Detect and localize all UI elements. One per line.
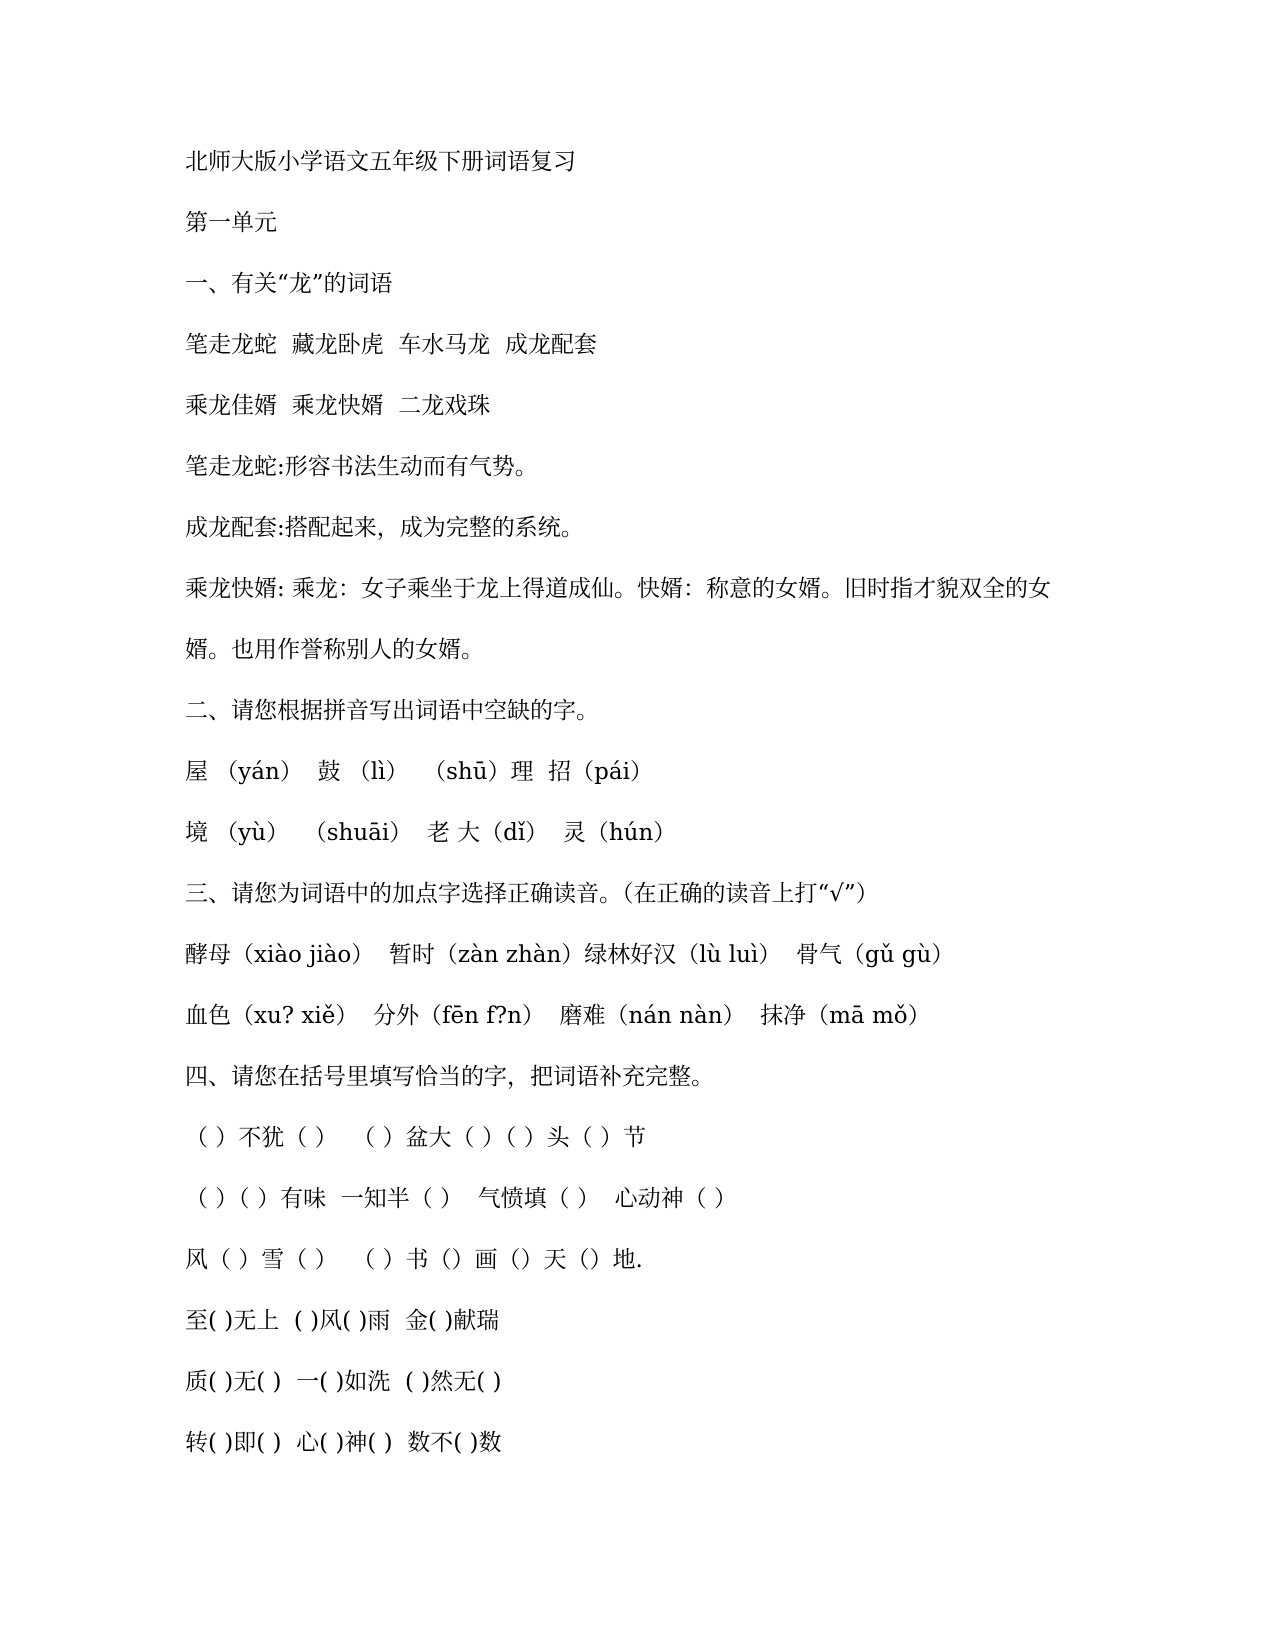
pronunciation-exercise-line: 酵母（xiào jiào） 暂时（zàn zhàn）绿林好汉（lù luì） 骨气（gǔ gù） bbox=[185, 942, 955, 968]
fill-blank-line: 质( )无( ) 一( )如洗 ( )然无( ) bbox=[185, 1369, 502, 1395]
section-heading-2: 二、请您根据拼音写出词语中空缺的字。 bbox=[185, 698, 599, 724]
pronunciation-exercise-line: 血色（xu? xiě） 分外（fēn f?n） 磨难（nán nàn） 抹净（mā mǒ） bbox=[185, 1003, 931, 1029]
fill-blank-line: 转( )即( ) 心( )神( ) 数不( )数 bbox=[185, 1430, 502, 1456]
section-heading-3: 三、请您为词语中的加点字选择正确读音。（在正确的读音上打“√”） bbox=[185, 881, 879, 907]
definition-line: 婿。也用作誉称别人的女婿。 bbox=[185, 637, 484, 663]
pinyin-exercise-line: 屋 （yán） 鼓 （lì） （shū）理 招（pái） bbox=[185, 759, 653, 785]
fill-blank-line: 风（ ）雪（ ） （ ）书（）画（）天（）地. bbox=[185, 1247, 643, 1273]
document-title: 北师大版小学语文五年级下册词语复习 bbox=[185, 149, 576, 175]
definition-line: 乘龙快婿: 乘龙：女子乘坐于龙上得道成仙。快婿：称意的女婿。旧时指才貌双全的女 bbox=[185, 576, 1052, 602]
fill-blank-line: （ ）（ ）有味 一知半（ ） 气愤填（ ） 心动神（ ） bbox=[185, 1186, 737, 1212]
section-heading-1: 一、有关“龙”的词语 bbox=[185, 271, 393, 297]
unit-heading: 第一单元 bbox=[185, 210, 277, 236]
definition-line: 笔走龙蛇:形容书法生动而有气势。 bbox=[185, 454, 538, 480]
section-heading-4: 四、请您在括号里填写恰当的字，把词语补充完整。 bbox=[185, 1064, 714, 1090]
idiom-line: 笔走龙蛇 藏龙卧虎 车水马龙 成龙配套 bbox=[185, 332, 597, 358]
idiom-line: 乘龙佳婿 乘龙快婿 二龙戏珠 bbox=[185, 393, 491, 419]
fill-blank-line: 至( )无上 ( )风( )雨 金( )献瑞 bbox=[185, 1308, 500, 1334]
fill-blank-line: （ ）不犹（ ） （ ）盆大（ ）（ ）头（ ）节 bbox=[185, 1125, 646, 1151]
pinyin-exercise-line: 境 （yù） （shuāi） 老 大（dǐ） 灵（hún） bbox=[185, 820, 677, 846]
definition-line: 成龙配套:搭配起来，成为完整的系统。 bbox=[185, 515, 584, 541]
document-page bbox=[185, 146, 1085, 1488]
